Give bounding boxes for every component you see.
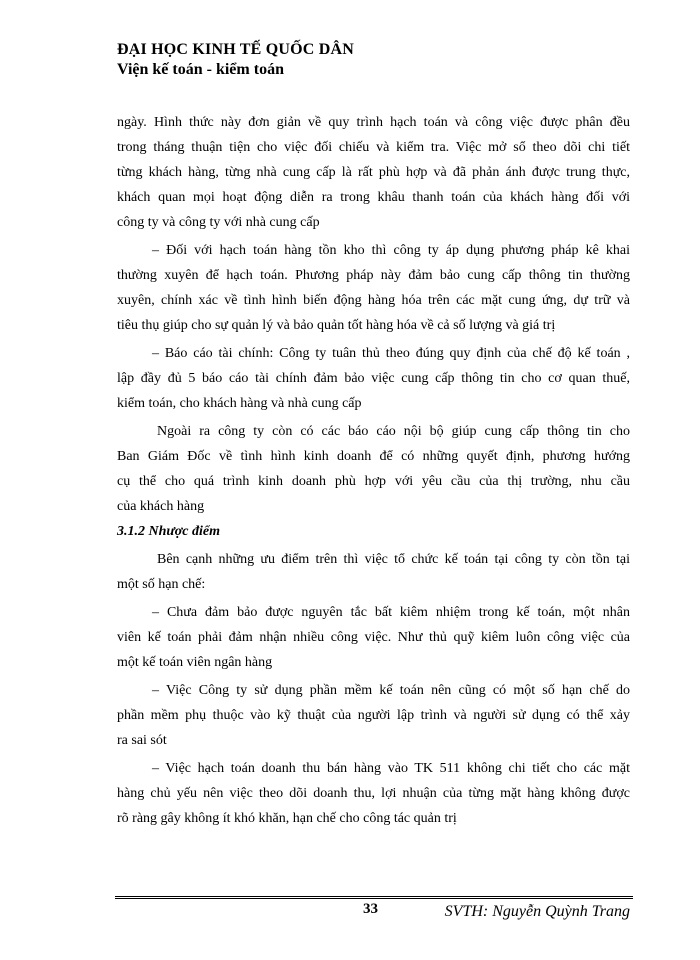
text-line: kiểm toán, cho khách hàng và nhà cung cấp [117,396,362,411]
text-line: – Đối với hạch toán hàng tồn kho thì công ty áp dụng phương pháp kê khai [152,243,630,258]
text-line: phần mềm phụ thuộc vào kỹ thuật của người lập trình và người sử dụng có thể xảy [117,708,630,723]
text-line: – Việc Công ty sử dụng phần mềm kế toán nên cũng có một số hạn chế do [152,683,630,698]
text-line: trong tháng thuận tiện cho việc đối chiếu và kiểm tra. Việc mở sổ theo dõi chi tiết [117,140,630,155]
text-line: tiêu thụ giúp cho sự quản lý và bảo quản tốt hàng hóa về cả số lượng và giá trị [117,318,556,333]
section-heading: 3.1.2 Nhược điểm [117,524,221,539]
text-line: công ty và công ty với nhà cung cấp [117,215,320,230]
text-line: hàng chủ yếu nên việc theo dõi doanh thu, lợi nhuận của từng mặt hàng không được [117,786,630,801]
text-line: rõ ràng gây không ít khó khăn, hạn chế cho công tác quản trị [117,811,457,826]
text-line: cụ thể cho quá trình kinh doanh phù hợp với yêu cầu của thị trường, nhu cầu [117,474,630,489]
text-line: Ngoài ra công ty còn có các báo cáo nội bộ giúp cung cấp thông tin cho [157,424,630,439]
student-name: SVTH: Nguyễn Quỳnh Trang [444,903,630,920]
text-line: một số hạn chế: [117,577,206,592]
text-line: viên kế toán phải đảm nhận nhiều công việc. Như thủ quỹ kiêm luôn công việc của [117,630,630,645]
text-line: ngày. Hình thức này đơn giản về quy trình hạch toán và công việc được phân đều [117,115,630,130]
university-name: ĐẠI HỌC KINH TẾ QUỐC DÂN [117,41,354,58]
text-line: thường xuyên để hạch toán. Phương pháp này đảm bảo cung cấp thông tin thường [117,268,630,283]
institute-name: Viện kế toán - kiểm toán [117,61,284,78]
footer-rule [115,896,633,900]
document-body [117,110,630,831]
text-line: khách quan mọi hoạt động diễn ra trong khâu thanh toán của khách hàng đối với [117,190,630,205]
text-line: – Báo cáo tài chính: Công ty tuân thủ theo đúng quy định của chế độ kế toán , [152,346,630,361]
text-line: – Việc hạch toán doanh thu bán hàng vào TK 511 không chi tiết cho các mặt [152,761,630,776]
text-line: từng khách hàng, từng nhà cung cấp là rất phù hợp và đã phản ánh được trung thực, [117,165,630,180]
page-header [117,40,354,80]
page-number: 33 [363,901,378,917]
text-line: của khách hàng [117,499,205,514]
text-line: Ban Giám Đốc về tình hình kinh doanh để có những quyết định, phương hướng [117,449,630,464]
text-line: – Chưa đảm bảo được nguyên tắc bất kiêm nhiệm trong kế toán, một nhân [152,605,630,620]
text-line: lập đầy đủ 5 báo cáo tài chính đảm bảo việc cung cấp thông tin cho cơ quan thuế, [117,371,630,386]
text-line: xuyên, chính xác về tình hình biến động hàng hóa trên các mặt cung ứng, dự trữ và [117,293,630,308]
text-line: một kế toán viên ngân hàng [117,655,273,670]
text-line: Bên cạnh những ưu điểm trên thì việc tổ chức kế toán tại công ty còn tồn tại [157,552,630,567]
text-line: ra sai sót [117,733,167,748]
